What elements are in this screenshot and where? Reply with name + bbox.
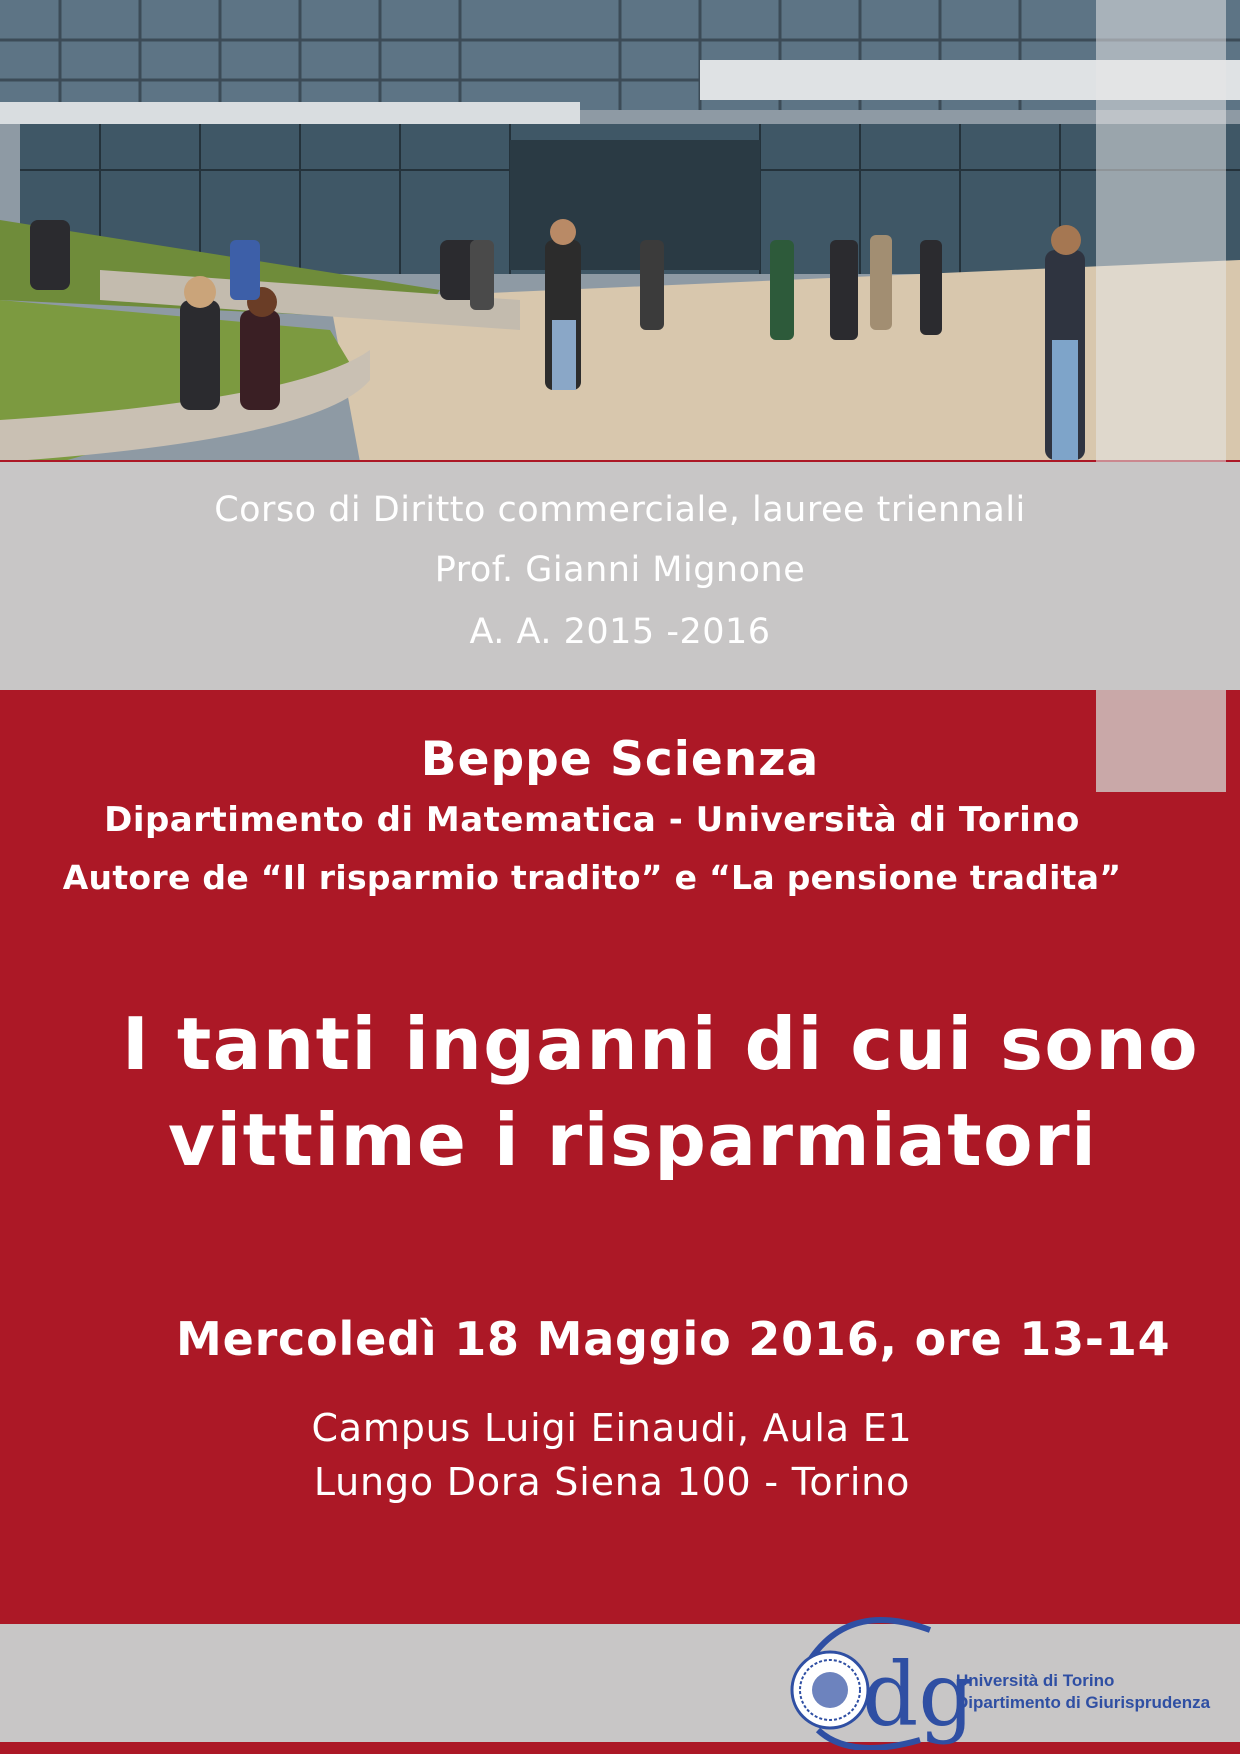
event-venue-line-1: Campus Luigi Einaudi, Aula E1 (311, 1406, 913, 1450)
logo-mark-icon (780, 1600, 970, 1750)
academic-year: A. A. 2015 -2016 (469, 612, 771, 652)
logo-letters: dg (862, 1643, 970, 1746)
logo-caption-department: Dipartimento di Giurisprudenza (956, 1693, 1211, 1712)
photo-overlay-strip (1096, 0, 1226, 462)
speaker-author-line: Autore de “Il risparmio tradito” e “La pensione tradita” (62, 858, 1122, 897)
logo-caption-university: Università di Torino (956, 1671, 1115, 1690)
campus-photo (0, 0, 1240, 462)
logo-caption (956, 1670, 1210, 1714)
event-venue-line-2: Lungo Dora Siena 100 - Torino (313, 1460, 911, 1504)
course-band (0, 462, 1240, 690)
course-professor: Prof. Gianni Mignone (434, 550, 806, 590)
course-title: Corso di Diritto commerciale, lauree triennali (214, 490, 1026, 530)
campus-photo-illustration (0, 0, 1240, 462)
event-date: Mercoledì 18 Maggio 2016, ore 13-14 (176, 1312, 1171, 1366)
speaker-department: Dipartimento di Matematica - Università di Torino (104, 800, 1080, 840)
university-logo (780, 1600, 970, 1750)
speaker-name: Beppe Scienza (420, 732, 820, 787)
talk-title-line-1: I tanti inganni di cui sono (122, 1002, 1200, 1086)
talk-title-line-2: vittime i risparmiatori (168, 1098, 1098, 1182)
